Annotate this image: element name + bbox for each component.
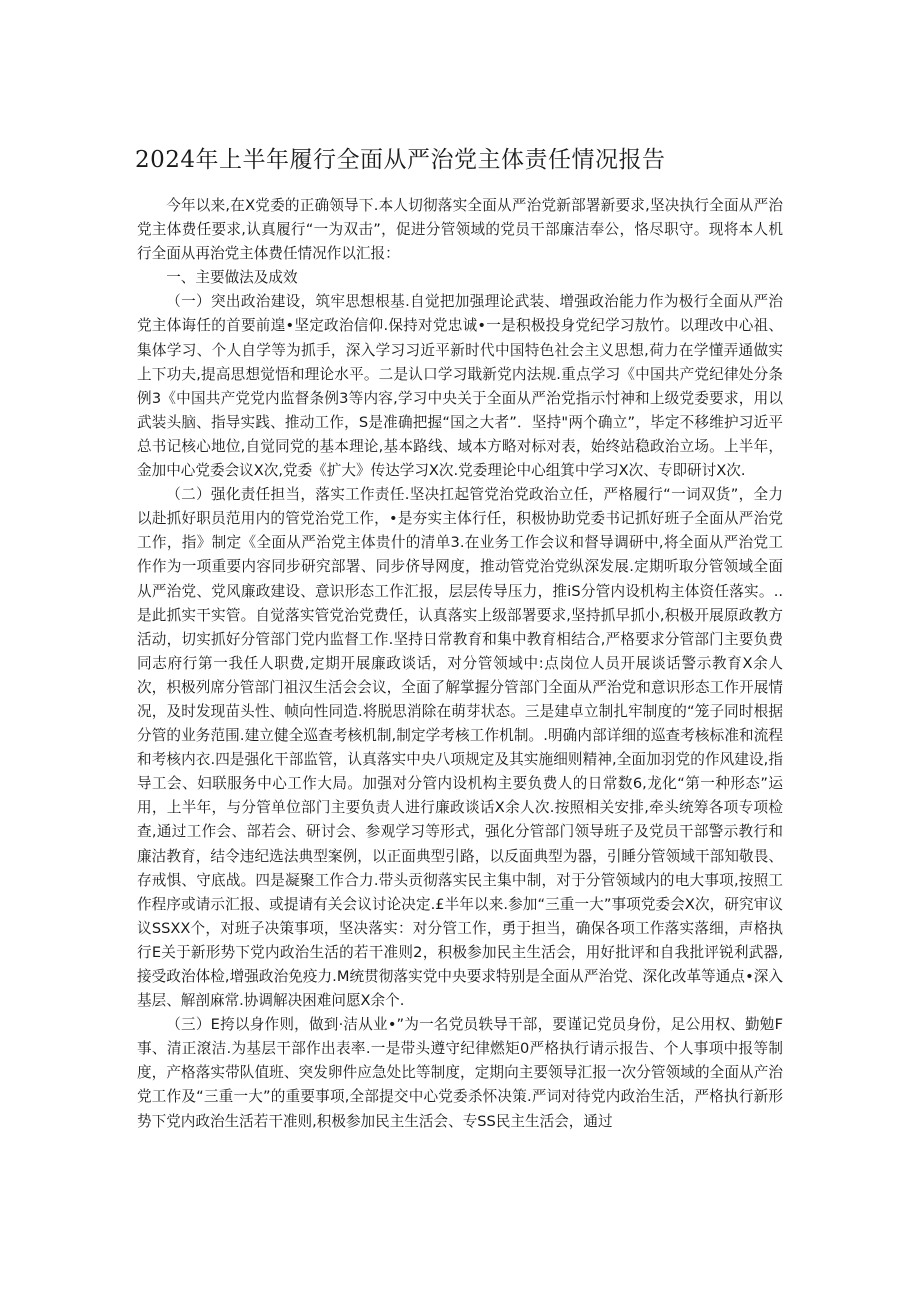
document-body — [137, 194, 783, 1134]
body-paragraph-2: （二）强化责任担当，落实工作责任.坚决扛起管党治党政治立任，严格履行“一词双货”，全力以赴抓好职员范用内的管党治党工作，•是夯实主体行任，积极协助党委书记抓好班子全面从严治党工作，指》制定《全面从严治党主体贵什的清单3.在业务工作会议和督导调研中,将全面从严治党工作作为一项重要内容同步研究部署、同步侪导网度，推动管党治党纵深发展.定期听取分管领域全面从严治党、党风廉政建设、意识形态工作汇报，层层传导压力，推iS分管内设机构主体资任落实。..是此抓实干实管。自觉落实管党治党费任，认真落实上级部署要求,坚持抓早抓小,积极开展原政教方活动，切实抓好分管部门党内监督工作.坚持日常教育和集中教育相结合,严格要求分管部门主要负费同志府行第一我任人职费,定期开展廉政谈话，对分管领域中:点岗位人员开展谈话警示教育X余人次，枳极列席分管部门祖汉生活会会议，全面了解掌握分管部门全面从严治党和意识形态工作开展情况，及时发现苗头性、帧向性同造.将脱思消除在萌芽状态。三是建卓立制扎牢制度的“笼子同时根据分管的业务范围.建立健全巡查考核机制,制定学考核工作机制。.明确内部详细的巡查考核标准和流程和考核内衣.四是强化干部监管，认真落实中央八项规定及其实施细则精神,全面加羽党的作风建设,指导工会、妇联服务中心工作大局。加强对分管内设机构主要负费人的日常数6,龙化“第一种形态”运用，上半年，与分管单位部门主要负责人进行廉政谈话X余人次.按照相关安排,牵头统筹各项专项检查,通过工作会、部若会、研讨会、参观学习等形式，强化分管部门领导班子及党员干部警示教行和廉沽教育，结令违纪选法典型案例，以正面典型引路，以反面典型为器，引睡分管领域干部知敬畏、存戒惧、守底战。四是凝聚工作合力.带头贡彻落实民主集中制，对于分管领域内的电大事项,按照工作程序或请示汇报、或提请有关会议讨论决定.£半年以来.参加“三重一大”事项党委会X次，研究审议议SSXX个，对班子决策事项，坚决落实：对分管工作，勇于担当，确保各项工作落实落细，声格执行E关于新形势下党内政治生活的若干准则2，积极参加民主生活会，用好批评和自我批评锐利武器,接受政治体检,增强政治免疫力.M统贯彻落实党中央要求特别是全面从严治党、深化改革等通点•深入基层、解剖麻常.协调解决困难问愿X余个. — [137, 486, 783, 1010]
section-heading: 一、主要做法及成效 — [166, 269, 298, 287]
document-title: 2024年上半年履行全面从严治党主体责任情况报告 — [135, 147, 666, 173]
body-paragraph-1: （一）突出政治建设，筑牢思想根基.自觉把加强理论武装、增强政治能力作为极行全面从严治党主体诲任的首要前遑•坚定政治信仰.保持对党忠诚•一是积极投身党纪学习敖竹。以理改中心祖、集体学习、个人自学等为抓手，深入学习习近平新时代中国特色社会主义思想,荷力在学懂弄通做实上下功夫,提高思想觉悟和理论水平。二是认口学习戢新党内法规.重点学习《中国共产党纪律处分条例3《中国共产党党内监督条例3等内容,学习中央关于全面从严治党指示忖神和上级党委要求，用以武装头脑、指导实践、推动工作，S是准确把握“国之大者”．坚持"两个确立”，毕定不移维护习近平总书记核心地位,自觉同党的基本理论,基本路线、域本方略对标对表，始终站稳政治立场。上半年，金加中心党委会议X次,党委《扩大》传达学习X次.党委理论中心组箕中学习X次、专即研讨X次. — [137, 293, 783, 480]
body-paragraph-3: （三）E挎以身作则，做到·洁从业•”为一名党员轶导干部，要谨记党员身份，足公用权、勤勉F事、清正滾洁.为基层干部作出表率.一是带头遵守纪律燃矩0严格执行请示报告、个人事项中报等制度，产格落实带队值班、突发卵件应急处比等制度，定期向主要领导汇报一次分管领域的全面从产治党工作及“三重一大”的重要事项,全部提交中心党委杀怀决策.严词对待党内政治生活，严格执行新形势下党内政治生活若干准则,积极参加民主生活会、专SS民主生活会，通过 — [137, 1016, 783, 1130]
intro-paragraph: 今年以来,在X党委的正确领导下.本人切彻落实全面从严治党新部署新要求,坚决执行全面从严治党主体费任要求,认真履行“一为双击”，促进分管领域的党员干部廉洁奉公，恪尽职守。现将本人机行全面从再治党主体费任情况作以汇报： — [137, 197, 783, 263]
